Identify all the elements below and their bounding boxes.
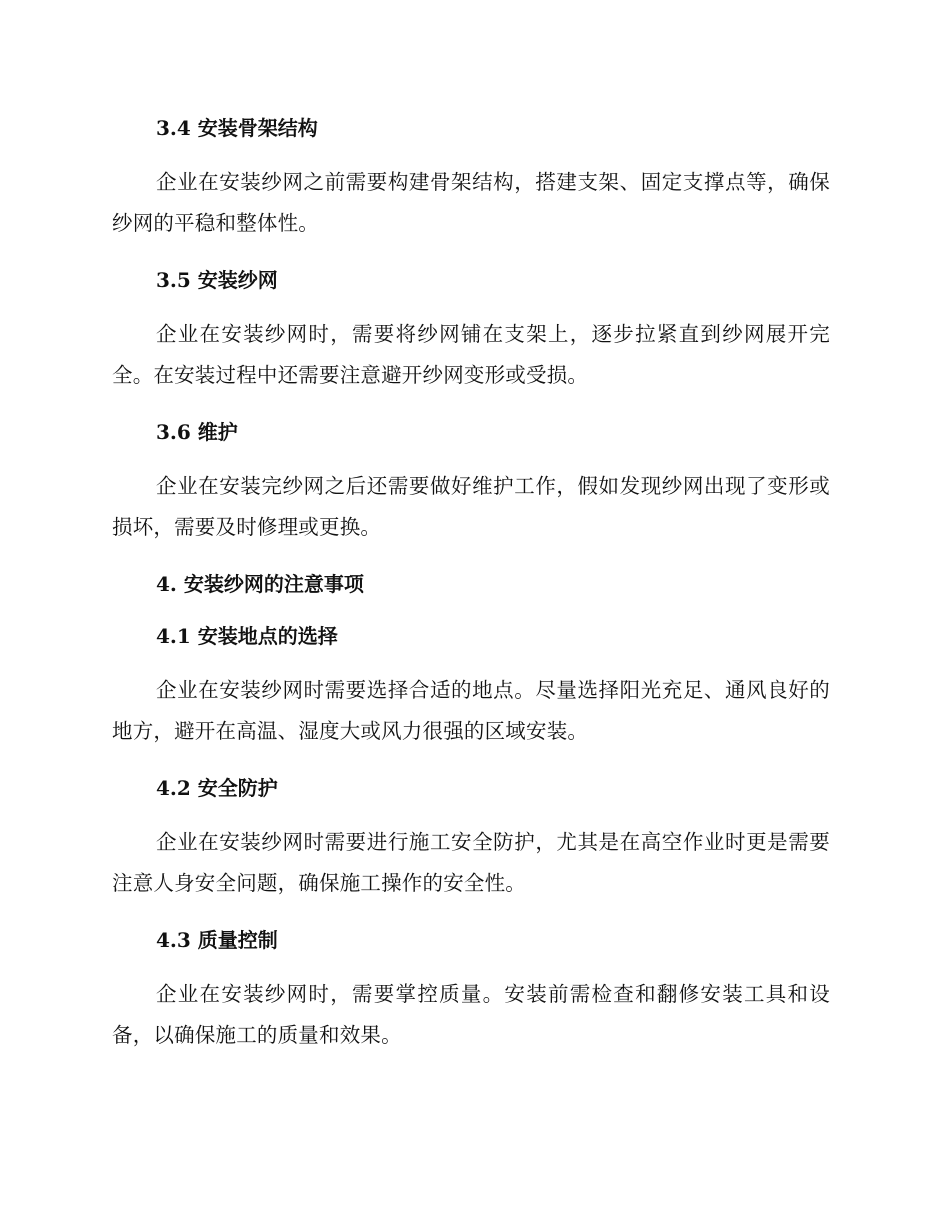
section-heading-4-2: 4.2 安全防护 [156,776,278,800]
section-paragraph-3-4: 企业在安装纱网之前需要构建骨架结构，搭建支架、固定支撑点等，确保纱网的平稳和整体性。 [112,170,830,235]
section-paragraph-3-5: 企业在安装纱网时，需要将纱网铺在支架上，逐步拉紧直到纱网展开完全。在安装过程中还需要注意避开纱网变形或受损。 [112,322,830,387]
section-paragraph-3-6: 企业在安装完纱网之后还需要做好维护工作，假如发现纱网出现了变形或损坏，需要及时修理或更换。 [112,474,830,539]
section-heading-4: 4. 安装纱网的注意事项 [156,572,364,596]
section-heading-4-1: 4.1 安装地点的选择 [156,624,338,648]
section-heading-3-4: 3.4 安装骨架结构 [156,116,318,140]
section-heading-3-6: 3.6 维护 [156,420,238,444]
section-heading-3-5: 3.5 安装纱网 [156,268,278,292]
section-paragraph-4-2: 企业在安装纱网时需要进行施工安全防护，尤其是在高空作业时更是需要注意人身安全问题，确保施工操作的安全性。 [112,830,830,895]
section-paragraph-4-3: 企业在安装纱网时，需要掌控质量。安装前需检查和翻修安装工具和设备，以确保施工的质量和效果。 [112,982,830,1047]
section-heading-4-3: 4.3 质量控制 [156,928,278,952]
section-paragraph-4-1: 企业在安装纱网时需要选择合适的地点。尽量选择阳光充足、通风良好的地方，避开在高温、湿度大或风力很强的区域安装。 [112,678,830,743]
